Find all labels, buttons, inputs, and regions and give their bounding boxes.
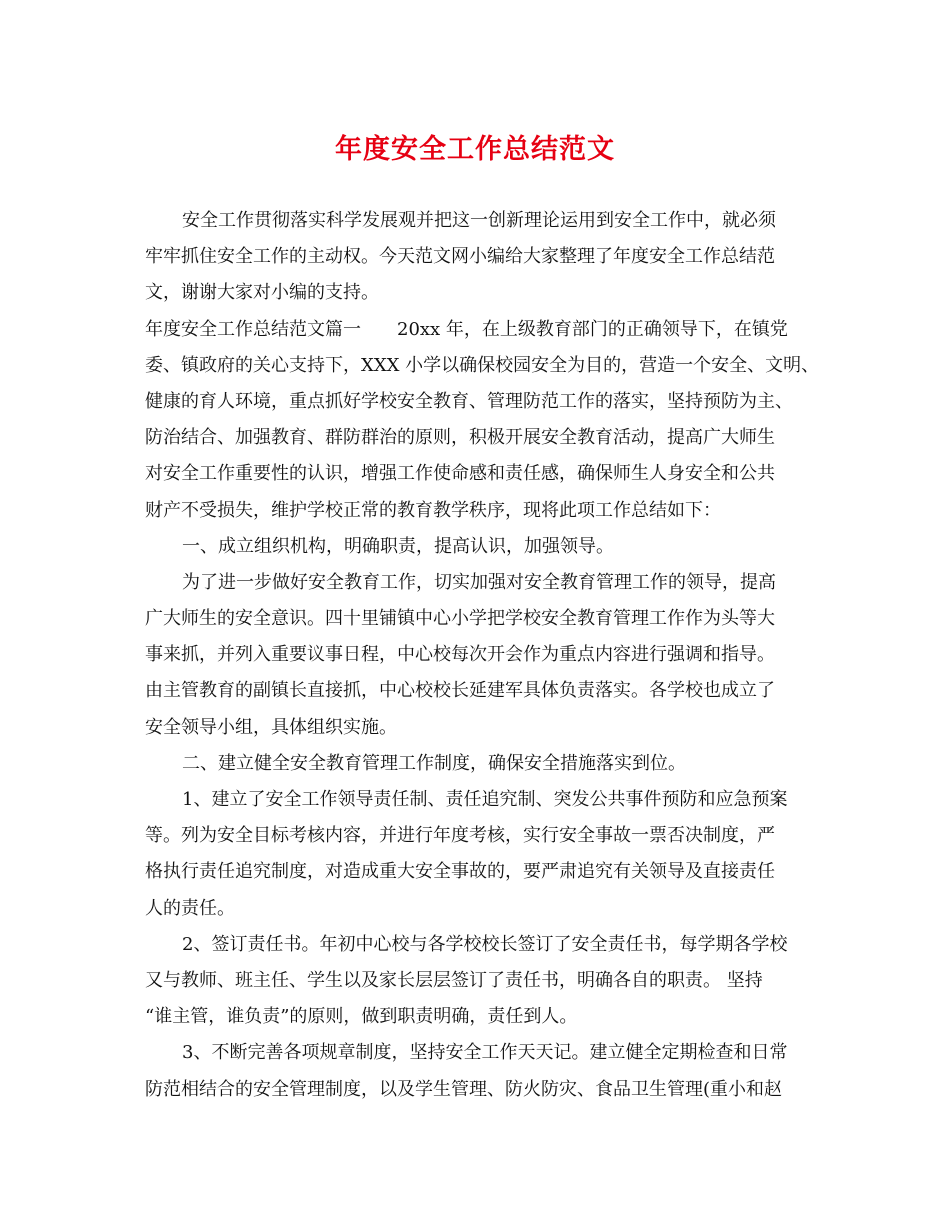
text-line: 2、签订责任书。年初中心校与各学校校长签订了安全责任书，每学期各学校 xyxy=(182,933,788,955)
text-line: 事来抓，并列入重要议事日程，中心校每次开会作为重点内容进行强调和指导。 xyxy=(145,644,775,666)
text-line: 安全工作贯彻落实科学发展观并把这一创新理论运用到安全工作中，就必须 xyxy=(182,210,776,231)
text-line: 格执行责任追究制度，对造成重大安全事故的，要严肃追究有关领导及直接责任 xyxy=(145,861,775,883)
text-line: 委、镇政府的关心支持下，XXX 小学以确保校园安全为目的，营造一个安全、文明、 xyxy=(145,354,820,376)
text-line xyxy=(145,312,825,348)
section-heading: 一、成立组织机构，明确职责，提高认识，加强领导。 xyxy=(182,535,614,557)
text-line: 由主管教育的副镇长直接抓，中心校校长延建军具体负责落实。各学校也成立了 xyxy=(145,680,775,702)
document-title: 年度安全工作总结范文 xyxy=(335,134,615,165)
document-body xyxy=(145,203,825,1108)
text-line: 健康的育人环境，重点抓好学校安全教育、管理防范工作的落实，坚持预防为主、 xyxy=(145,390,793,412)
text-line: 又与教师、班主任、学生以及家长层层签订了责任书，明确各自的职责。 坚持 xyxy=(145,969,763,991)
text-line: 人的责任。 xyxy=(145,897,235,919)
text-line: 等。列为安全目标考核内容，并进行年度考核，实行安全事故一票否决制度，严 xyxy=(145,825,775,847)
text-line: 文，谢谢大家对小编的支持。 xyxy=(145,282,379,304)
text-line: 为了进一步做好安全教育工作，切实加强对安全教育管理工作的领导，提高 xyxy=(182,571,776,593)
text-line: 对安全工作重要性的认识，增强工作使命感和责任感，确保师生人身安全和公共 xyxy=(145,463,775,485)
text-line: 防范相结合的安全管理制度，以及学生管理、防火防灾、食品卫生管理(重小和赵 xyxy=(145,1078,783,1100)
text-line: 1、建立了安全工作领导责任制、责任追究制、突发公共事件预防和应急预案 xyxy=(182,789,788,810)
section-heading-inline: 年度安全工作总结范文篇一 xyxy=(145,318,361,340)
text-line: 广大师生的安全意识。四十里铺镇中心小学把学校安全教育管理工作作为头等大 xyxy=(145,608,775,630)
text-line: 安全领导小组，具体组织实施。 xyxy=(145,716,397,738)
text-line: 财产不受损失，维护学校正常的教育教学秩序，现将此项工作总结如下： xyxy=(145,499,721,521)
text-segment: 20xx 年，在上级教育部门的正确领导下，在镇党 xyxy=(397,318,788,340)
text-line: 牢牢抓住安全工作的主动权。今天范文网小编给大家整理了年度安全工作总结范 xyxy=(145,246,775,268)
text-line: 3、不断完善各项规章制度，坚持安全工作天天记。建立健全定期检查和日常 xyxy=(182,1042,788,1064)
text-line: “谁主管，谁负责”的原则，做到职责明确，责任到人。 xyxy=(145,1006,578,1028)
text-line: 防治结合、加强教育、群防群治的原则，积极开展安全教育活动，提高广大师生 xyxy=(145,427,775,449)
section-heading: 二、建立健全安全教育管理工作制度，确保安全措施落实到位。 xyxy=(182,752,686,774)
